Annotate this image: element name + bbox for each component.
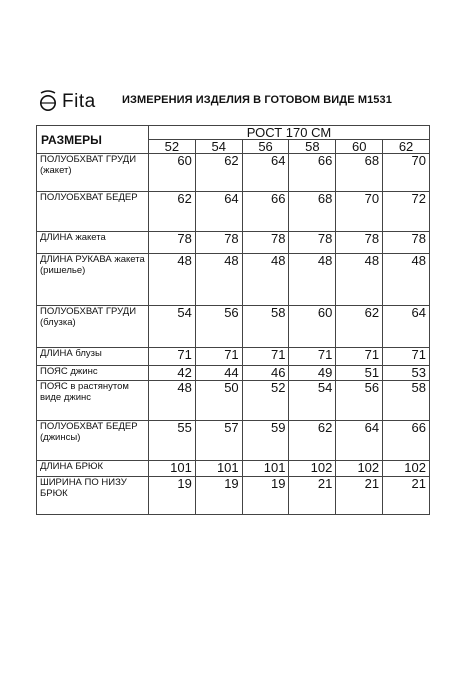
table-row xyxy=(37,192,430,232)
measurement-value: 78 xyxy=(383,232,430,254)
measurement-value: 71 xyxy=(383,348,430,366)
measurement-value: 48 xyxy=(149,254,196,306)
measurement-value: 78 xyxy=(149,232,196,254)
size-header-60: 60 xyxy=(336,140,383,154)
measurement-value: 57 xyxy=(195,421,242,461)
measurement-value: 44 xyxy=(195,366,242,381)
measurement-label: ПОЯС в растянутом виде джинс xyxy=(37,381,149,421)
measurement-label: ПОЯС джинс xyxy=(37,366,149,381)
measurement-value: 50 xyxy=(195,381,242,421)
size-header-56: 56 xyxy=(242,140,289,154)
table-row xyxy=(37,421,430,461)
measurement-value: 48 xyxy=(289,254,336,306)
measurement-value: 71 xyxy=(336,348,383,366)
sizes-header-cell: РАЗМЕРЫ xyxy=(37,126,149,154)
table-row xyxy=(37,381,430,421)
measurement-value: 49 xyxy=(289,366,336,381)
measurement-value: 78 xyxy=(336,232,383,254)
measurement-value: 60 xyxy=(289,306,336,348)
measurement-value: 56 xyxy=(336,381,383,421)
fita-logo-mark-icon xyxy=(38,90,58,112)
measurement-value: 19 xyxy=(242,477,289,515)
measurement-value: 101 xyxy=(242,461,289,477)
measurement-label: ДЛИНА блузы xyxy=(37,348,149,366)
table-row xyxy=(37,461,430,477)
measurement-value: 46 xyxy=(242,366,289,381)
table-row xyxy=(37,306,430,348)
measurement-value: 52 xyxy=(242,381,289,421)
size-header-62: 62 xyxy=(383,140,430,154)
measurement-value: 72 xyxy=(383,192,430,232)
measurement-value: 78 xyxy=(195,232,242,254)
page-title: ИЗМЕРЕНИЯ ИЗДЕЛИЯ В ГОТОВОМ ВИДЕ М1531 xyxy=(122,94,392,106)
measurement-value: 58 xyxy=(383,381,430,421)
table-row xyxy=(37,254,430,306)
measurement-value: 70 xyxy=(383,154,430,192)
measurement-value: 48 xyxy=(336,254,383,306)
measurement-value: 60 xyxy=(149,154,196,192)
measurement-value: 71 xyxy=(149,348,196,366)
measurement-value: 54 xyxy=(289,381,336,421)
measurement-value: 102 xyxy=(383,461,430,477)
measurement-value: 70 xyxy=(336,192,383,232)
measurement-value: 64 xyxy=(383,306,430,348)
measurement-value: 48 xyxy=(195,254,242,306)
brand-logo xyxy=(38,88,96,114)
measurement-label: ШИРИНА ПО НИЗУ БРЮК xyxy=(37,477,149,515)
measurement-value: 55 xyxy=(149,421,196,461)
size-header-54: 54 xyxy=(195,140,242,154)
size-chart-table xyxy=(36,125,430,515)
measurement-value: 71 xyxy=(242,348,289,366)
measurement-value: 58 xyxy=(242,306,289,348)
size-header-52: 52 xyxy=(149,140,196,154)
measurement-value: 19 xyxy=(149,477,196,515)
height-header-cell: РОСТ 170 СМ xyxy=(149,126,430,140)
brand-name: Fita xyxy=(62,90,96,112)
measurement-value: 68 xyxy=(289,192,336,232)
measurement-value: 51 xyxy=(336,366,383,381)
document-header xyxy=(38,88,438,114)
measurement-value: 64 xyxy=(336,421,383,461)
measurement-value: 21 xyxy=(336,477,383,515)
measurement-value: 56 xyxy=(195,306,242,348)
table-row xyxy=(37,477,430,515)
table-row xyxy=(37,366,430,381)
table-row xyxy=(37,348,430,366)
measurement-value: 62 xyxy=(336,306,383,348)
measurement-value: 101 xyxy=(149,461,196,477)
measurement-value: 101 xyxy=(195,461,242,477)
measurement-value: 48 xyxy=(383,254,430,306)
measurement-label: ПОЛУОБХВАТ ГРУДИ (блузка) xyxy=(37,306,149,348)
measurement-value: 62 xyxy=(195,154,242,192)
measurement-label: ПОЛУОБХВАТ БЕДЕР (джинсы) xyxy=(37,421,149,461)
measurement-value: 102 xyxy=(336,461,383,477)
table-row xyxy=(37,154,430,192)
measurement-value: 78 xyxy=(289,232,336,254)
measurement-value: 78 xyxy=(242,232,289,254)
measurement-label: ПОЛУОБХВАТ БЕДЕР xyxy=(37,192,149,232)
table-header-row xyxy=(37,126,430,140)
measurement-value: 102 xyxy=(289,461,336,477)
measurement-value: 62 xyxy=(149,192,196,232)
measurement-value: 59 xyxy=(242,421,289,461)
measurement-value: 66 xyxy=(289,154,336,192)
measurement-label: ДЛИНА БРЮК xyxy=(37,461,149,477)
measurement-value: 66 xyxy=(242,192,289,232)
measurement-value: 71 xyxy=(195,348,242,366)
measurement-value: 64 xyxy=(242,154,289,192)
measurement-label: ДЛИНА РУКАВА жакета (ришелье) xyxy=(37,254,149,306)
measurement-label: ДЛИНА жакета xyxy=(37,232,149,254)
measurement-value: 66 xyxy=(383,421,430,461)
measurement-value: 71 xyxy=(289,348,336,366)
measurement-value: 21 xyxy=(289,477,336,515)
table-row xyxy=(37,232,430,254)
measurement-value: 42 xyxy=(149,366,196,381)
measurement-label: ПОЛУОБХВАТ ГРУДИ (жакет) xyxy=(37,154,149,192)
size-header-58: 58 xyxy=(289,140,336,154)
measurement-value: 48 xyxy=(149,381,196,421)
measurement-value: 48 xyxy=(242,254,289,306)
measurement-value: 64 xyxy=(195,192,242,232)
measurement-value: 53 xyxy=(383,366,430,381)
measurement-value: 19 xyxy=(195,477,242,515)
measurement-value: 68 xyxy=(336,154,383,192)
measurement-value: 62 xyxy=(289,421,336,461)
measurement-value: 54 xyxy=(149,306,196,348)
measurement-value: 21 xyxy=(383,477,430,515)
